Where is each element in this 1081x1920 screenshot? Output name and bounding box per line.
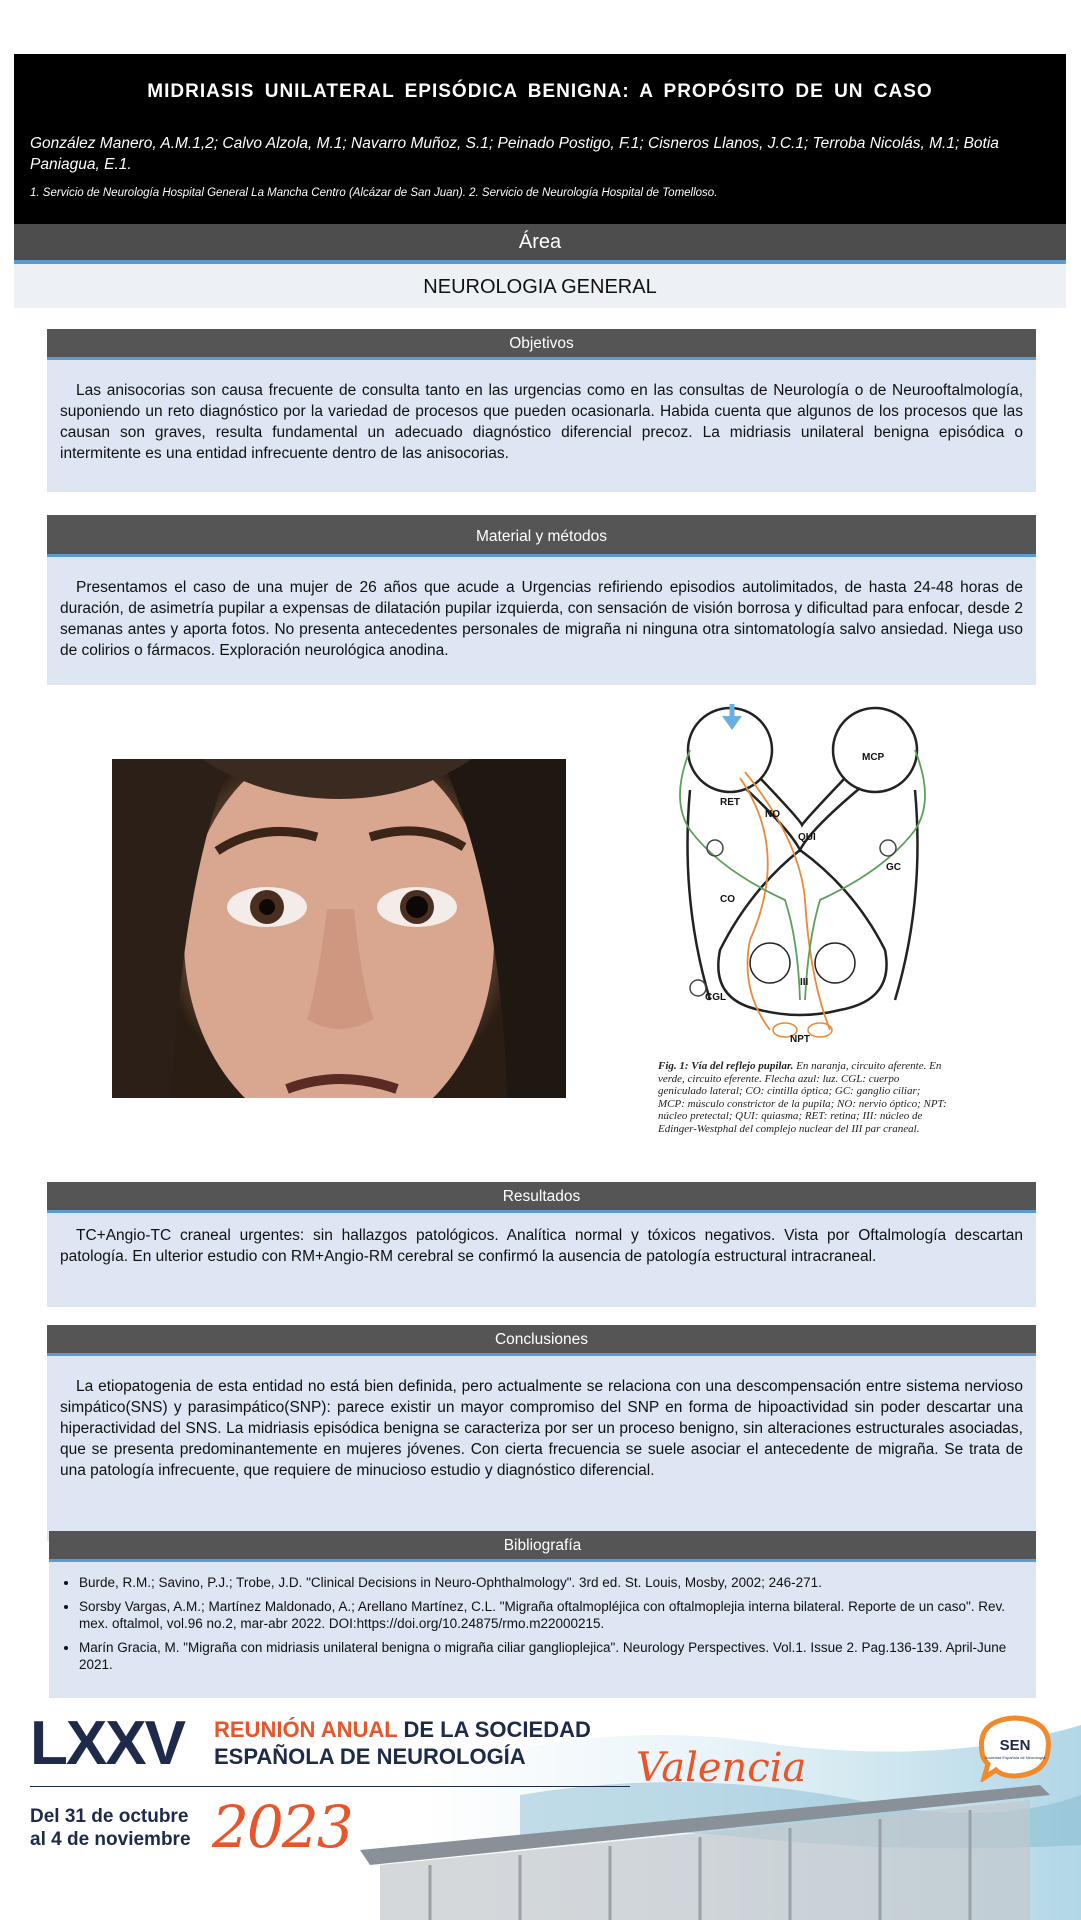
patient-photo	[112, 759, 566, 1098]
label-co: CO	[720, 894, 735, 905]
section-text: TC+Angio-TC craneal urgentes: sin hallazgos patológicos. Analítica normal y tóxicos negativos. Vista por Oftalmología descartan patología. En ulterior estudio con RM+Angio-RM cerebral se confirmó la ausencia de patología estructural intracraneal.	[60, 1227, 1023, 1265]
section-heading: Material y métodos	[47, 515, 1036, 557]
label-mcp: MCP	[862, 752, 885, 763]
section-body	[47, 360, 1036, 492]
label-npt: NPT	[790, 1034, 810, 1045]
reference-list	[49, 1562, 1036, 1690]
section-bibliografia	[49, 1531, 1036, 1698]
footer-divider	[30, 1786, 630, 1787]
area-heading: Área	[14, 224, 1066, 264]
congress-name-highlight: REUNIÓN ANUAL	[214, 1717, 398, 1742]
section-heading: Resultados	[47, 1182, 1036, 1213]
sen-logo-text: SEN	[999, 1737, 1031, 1754]
dates-line1: Del 31 de octubre	[30, 1806, 189, 1827]
pupillary-reflex-diagram	[650, 700, 950, 1060]
sen-logo-subtext: Sociedad Española de Neurología	[984, 1755, 1046, 1760]
section-resultados	[47, 1182, 1036, 1307]
section-heading: Objetivos	[47, 329, 1036, 360]
section-heading: Bibliografía	[49, 1531, 1036, 1562]
area-value: NEUROLOGIA GENERAL	[14, 264, 1066, 308]
label-cgl: CGL	[705, 992, 727, 1003]
figure-caption	[658, 1060, 950, 1135]
caption-title: Fig. 1: Vía del reflejo pupilar.	[658, 1060, 794, 1072]
congress-year: 2023	[212, 1793, 352, 1861]
section-heading: Conclusiones	[47, 1325, 1036, 1356]
reference-item: • Marín Gracia, M. "Migraña con midriasis unilateral benigna o migraña ciliar ganglioplejica". Neurology Perspectives. Vol.1. Issue 2. Pag.136-139. April-June 2021.	[79, 1639, 1026, 1673]
congress-name-line1	[214, 1717, 591, 1743]
section-text: La etiopatogenia de esta entidad no está bien definida, pero actualmente se relaciona con una descompensación entre sistema nervioso simpático(SNS) y parasimpático(SNP): parece existir un mayor compromiso del SNP en forma de hipoactividad sin poder descartar una hiperactividad del SNS. La midriasis episódica benigna se caracteriza por ser un proceso benigno, sin alteraciones estructurales asociadas, que se presenta predominantemente en mujeres jóvenes. Con cierta frecuencia se suele asociar el antecedente de migraña. Se trata de una patología infrecuente, que requiere de minucioso estudio y diagnóstico diferencial.	[60, 1378, 1023, 1479]
ciliary-ganglion-left	[707, 840, 723, 856]
ciliary-ganglion-right	[880, 840, 896, 856]
congress-name-line2: ESPAÑOLA DE NEUROLOGÍA	[214, 1744, 526, 1769]
sen-logo-icon	[972, 1712, 1058, 1782]
label-gc: GC	[886, 862, 901, 873]
section-conclusiones	[47, 1325, 1036, 1541]
reference-item: • Sorsby Vargas, A.M.; Martínez Maldonado, A.; Arellano Martínez, C.L. "Migraña oftalmopléjica con oftalmoplejia interna bilateral. Reporte de un caso". Rev. mex. oftalmol, vol.96 no.2, mar-abr 2022. DOI:https://doi.org/10.24875/rmo.m22000215.	[79, 1598, 1026, 1632]
right-eye	[833, 708, 917, 792]
efferent-path	[680, 750, 800, 1000]
section-body	[49, 1562, 1036, 1698]
label-qui: QUI	[798, 832, 816, 843]
section-text: Presentamos el caso de una mujer de 26 años que acude a Urgencias refiriendo episodios autolimitados, de hasta 24-48 horas de duración, de asimetría pupilar a expensas de dilatación pupilar izquierda, con sensación de visión borrosa y dificultad para enfocar, desde 2 semanas antes y aporta fotos. No presenta antecedentes personales de migraña ni ninguna otra sintomatología salvo ansiedad. Niega uso de colirios o fármacos. Exploración neurológica anodina.	[60, 579, 1023, 659]
dates-line2: al 4 de noviembre	[30, 1829, 191, 1850]
section-objetivos	[47, 329, 1036, 492]
reference-item: • Burde, R.M.; Savino, P.J.; Trobe, J.D. "Clinical Decisions in Neuro-Ophthalmology". 3rd ed. St. Louis, Mosby, 2002; 246-271.	[79, 1574, 1026, 1591]
label-no: NO	[765, 809, 780, 820]
face-illustration	[112, 759, 566, 1098]
poster-title: MIDRIASIS UNILATERAL EPISÓDICA BENIGNA: A PROPÓSITO DE UN CASO	[147, 81, 933, 102]
author-list: González Manero, A.M.1,2; Calvo Alzola, M.1; Navarro Muñoz, S.1; Peinado Postigo, F.1; Cisneros Llanos, J.C.1; Terroba Nicolás, M.1; Botia Paniagua, E.1.	[30, 135, 999, 173]
label-ret: RET	[720, 797, 740, 808]
section-material	[47, 515, 1036, 685]
congress-dates	[30, 1805, 191, 1851]
section-body	[47, 1356, 1036, 1541]
affiliations: 1. Servicio de Neurología Hospital General La Mancha Centro (Alcázar de San Juan). 2. Servicio de Neurología Hospital de Tomelloso.	[30, 187, 718, 199]
section-body	[47, 557, 1036, 685]
section-text: Las anisocorias son causa frecuente de consulta tanto en las urgencias como en las consultas de Neurología o de Neurooftalmología, suponiendo un reto diagnóstico por la variedad de procesos que pueden ocasionarla. Habida cuenta que algunos de los procesos que las causan son graves, resulta fundamental un adecuado diagnóstico diferencial precoz. La midriasis unilateral benigna episódica o intermitente es una entidad infrecuente dentro de las anisocorias.	[60, 382, 1023, 462]
caption-text: En naranja, circuito aferente. En verde, circuito eferente. Flecha azul: luz. CGL: cuerpo geniculado lateral; CO: cintilla óptica; GC: ganglio ciliar; MCP: músculo constrictor de la pupila; NO: nervio óptico; NPT: núcleo pretectal; QUI: quiasma; RET: retina; III: núcleo de Edinger-Westphal del complejo nuclear del III par craneal.	[658, 1060, 947, 1135]
label-iii: III	[800, 977, 809, 988]
congress-number: LXXV	[30, 1709, 184, 1778]
congress-city: Valencia	[636, 1745, 807, 1791]
section-body	[47, 1213, 1036, 1307]
congress-name-rest: DE LA SOCIEDAD	[397, 1717, 591, 1742]
poster-header	[14, 54, 1066, 224]
